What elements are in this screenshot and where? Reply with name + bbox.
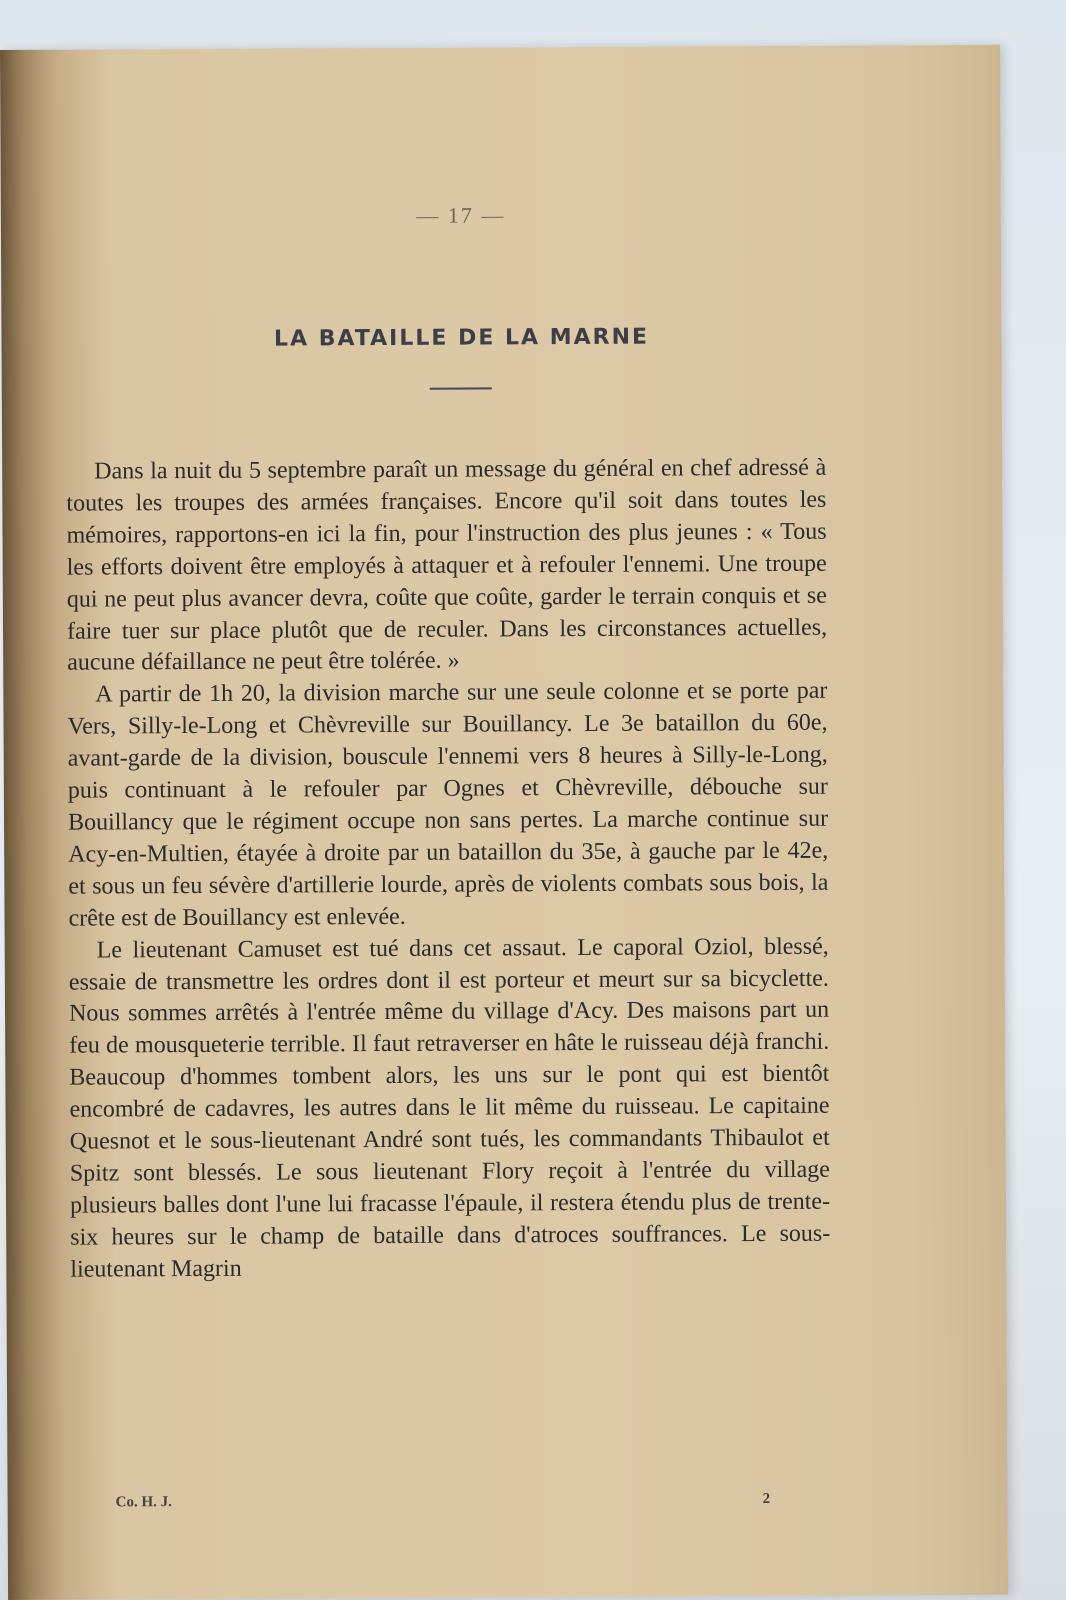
book-page bbox=[0, 45, 1008, 1600]
paragraph: A partir de 1h 20, la division marche sur une seule colonne et se porte par Vers, Silly-le-Long et Chèvreville sur Bouillancy. Le 3e bataillon du 60e, avant-garde de la division, bouscule l'ennemi vers 8 heures à Silly-le-Long, puis continuant à le refouler par Ognes et Chèvreville, débouche sur Bouillancy que le régiment occupe non sans pertes. La marche continue sur Acy-en-Multien, étayée à droite par un bataillon du 35e, à gauche par le 42e, et sous un feu sévère d'artillerie lourde, après de violents combats sous bois, la crête est de Bouillancy est enlevée. bbox=[67, 678, 829, 932]
footer-signature: Co. H. J. bbox=[115, 1494, 172, 1511]
page-footer bbox=[8, 1490, 928, 1525]
page-number: — 17 — bbox=[416, 202, 506, 228]
chapter-title: LA BATAILLE DE LA MARNE bbox=[273, 324, 650, 352]
footer-signature-mark: 2 bbox=[762, 1490, 771, 1508]
paragraph: Dans la nuit du 5 septembre paraît un message du général en chef adressé à toutes les troupes des armées françaises. Encore qu'il soit dans toutes les mémoires, rapportons-en ici la fin, pour l'instruction des plus jeunes : « Tous les efforts doivent être employés à attaquer et à refouler l'ennemi. Une troupe qui ne peut plus avancer devra, coûte que coûte, garder le terrain conquis et se faire tuer sur place plutôt que de reculer. Dans les circonstances actuelles, aucune défaillance ne peut être tolérée. » bbox=[66, 454, 828, 677]
title-rule bbox=[430, 387, 492, 389]
body-text bbox=[66, 453, 830, 1287]
paragraph: Le lieutenant Camuset est tué dans cet assaut. Le caporal Oziol, blessé, essaie de transmettre les ordres dont il est porteur et meurt sur sa bicyclette. Nous sommes arrêtés à l'entrée même du village d'Acy. Des maisons part un feu de mousqueterie terrible. Il faut retraverser en hâte le ruisseau déjà franchi. Beaucoup d'hommes tombent alors, les uns sur le pont qui est bientôt encombré de cadavres, les autres dans le lit même du ruisseau. Le capitaine Quesnot et le sous-lieutenant André sont tués, les commandants Thibaulot et Spitz sont blessés. Le sous lieutenant Flory reçoit à l'entrée du village plusieurs balles dont l'une lui fracasse l'épaule, il restera étendu plus de trente-six heures sur le champ de bataille dans d'atroces souffrances. Le sous-lieutenant Magrin bbox=[68, 933, 831, 1283]
page-number-value: 17 bbox=[447, 202, 474, 228]
